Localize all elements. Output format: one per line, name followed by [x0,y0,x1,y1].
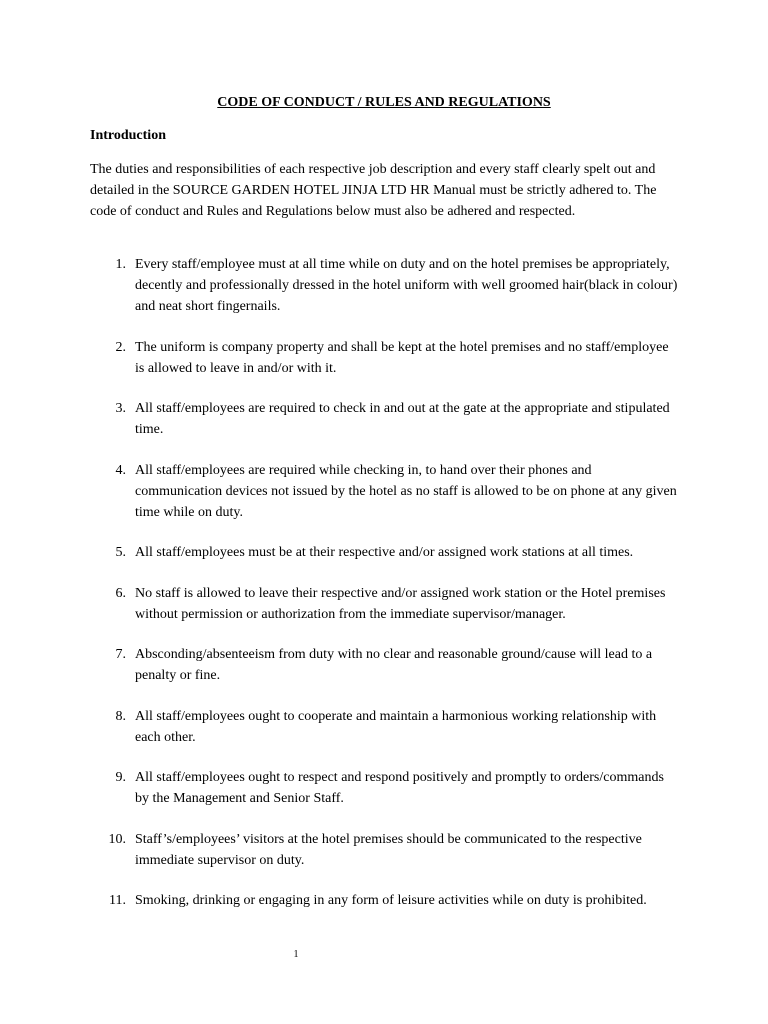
rule-item [90,706,680,748]
rule-item [90,583,680,625]
rule-number: 10. [108,831,126,847]
rule-number: 8. [115,708,126,724]
rule-item [90,254,680,317]
rule-number: 4. [115,462,126,478]
rule-item [90,398,680,440]
rule-number: 6. [115,585,126,601]
rule-number: 11. [109,893,126,908]
rule-number: 7. [115,647,126,662]
rule-text: All staff/employees ought to cooperate and maintain a harmonious working relationship with each other. [135,708,657,745]
rule-item [90,337,680,379]
introduction-heading: Introduction [90,128,166,143]
rule-text: No staff is allowed to leave their respective and/or assigned work station or the Hotel premises without permission or authorization from the immediate supervisor/manager. [135,585,666,622]
rule-number: 1. [115,257,126,272]
rule-item [90,542,680,563]
rule-text: Staff’s/employees’ visitors at the hotel premises should be communicated to the respective immediate supervisor on duty. [135,831,642,868]
rule-text: The uniform is company property and shall be kept at the hotel premises and no staff/employee is allowed to leave in and/or with it. [135,339,669,376]
rules-list [90,254,680,931]
rule-number: 3. [115,401,126,416]
rule-number: 9. [115,770,126,785]
rule-text: All staff/employees must be at their respective and/or assigned work stations at all times. [135,545,634,560]
rule-text: Smoking, drinking or engaging in any form of leisure activities while on duty is prohibited. [135,893,647,908]
rule-item [90,829,680,871]
document-title: CODE OF CONDUCT / RULES AND REGULATIONS [217,95,551,110]
introduction-paragraph: The duties and responsibilities of each respective job description and every staff clearly spelt out and detailed in the SOURCE GARDEN HOTEL JINJA LTD HR Manual must be strictly adhered to. The code of conduct and Rules and Regulations below must also be adhered and respected. [90,162,657,219]
rule-item [90,644,680,686]
rule-text: All staff/employees are required to check in and out at the gate at the appropriate and stipulated time. [135,401,670,437]
page-number: 1 [293,949,299,960]
rule-item [90,460,680,523]
rule-item [90,890,680,911]
rule-number: 5. [115,545,126,560]
rule-number: 2. [115,339,126,355]
rule-text: Absconding/absenteeism from duty with no clear and reasonable ground/cause will lead to a penalty or fine. [135,647,653,683]
rule-text: Every staff/employee must at all time while on duty and on the hotel premises be appropriately, decently and professionally dressed in the hotel uniform with well groomed hair(black in colour) and neat short fingernails. [135,257,678,314]
rule-text: All staff/employees are required while checking in, to hand over their phones and communication devices not issued by the hotel as no staff is allowed to be on phone at any given time while on duty. [135,462,677,520]
rule-text: All staff/employees ought to respect and respond positively and promptly to orders/commands by the Management and Senior Staff. [135,770,664,806]
rule-item [90,767,680,809]
